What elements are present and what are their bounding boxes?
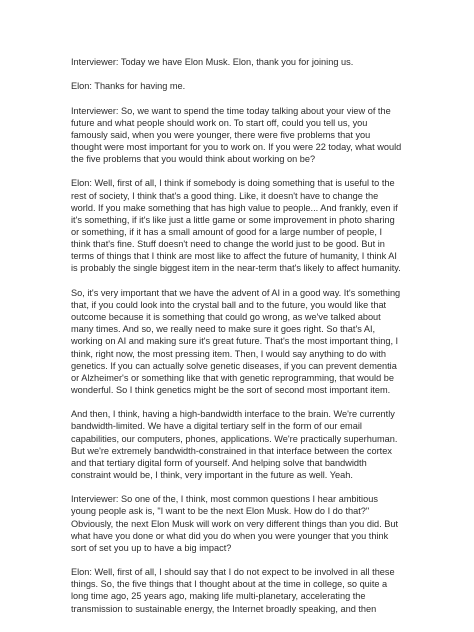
paragraph-question-five-problems <box>71 105 406 166</box>
text-line: capabilities, our computers, phones, applications. We're practically superhuman. <box>71 433 398 444</box>
text-line: thought were most important for you to work on. If you were 22 today, what would <box>71 141 402 152</box>
text-line: think that's fine. Stuff doesn't need to change the world just to be good. But in <box>71 239 385 250</box>
text-line: many times. And so, we really need to make sure it goes right. So that's AI, <box>71 324 376 335</box>
text-line: terms of things that I think are most like to affect the future of humanity, I think AI <box>71 251 397 262</box>
text-line: young people ask is, "I want to be the next Elon Musk. How do I do that?" <box>71 506 370 517</box>
text-line: rest of society, I think that's a good thing. Like, it doesn't have to change the <box>71 190 379 201</box>
text-line: is probably the single biggest item in the near-term that's likely to affect humanity. <box>71 263 401 274</box>
text-line: famously said, when you were younger, there were five problems that you <box>71 129 371 140</box>
text-line: future and what people should work on. To start off, could you tell us, you <box>71 117 368 128</box>
paragraph-elon-thanks <box>71 80 406 92</box>
paragraph-question-next-musk <box>71 493 406 554</box>
text-line: that, if you could look into the crystal ball and to the future, you would like that <box>71 299 387 310</box>
text-line: working on AI and making sure it's great future. That's the most important thing, I <box>71 336 399 347</box>
text-line: constraint would be, I think, very important in the future as well. Yeah. <box>71 470 353 480</box>
paragraph-brain-interface <box>71 408 406 481</box>
text-line: it's something, if it's like just a little game or some improvement in photo sharing <box>71 214 395 225</box>
paragraph-answer-useful <box>71 177 406 274</box>
text-line: long time ago, 25 years ago, making life multi-planetary, accelerating the <box>71 591 366 602</box>
text-line: But we're extremely bandwidth-constrained in that interface between the cortex <box>71 445 392 456</box>
text-line: sort of set you up to have a big impact? <box>71 542 232 553</box>
text-line: or something, if it has a small amount of good for a large number of people, I <box>71 227 383 237</box>
text-line: genetics. If you can actually solve genetic diseases, if you can prevent dementia <box>71 360 397 371</box>
paragraph-intro <box>71 56 406 68</box>
text-line: the five problems that you would think about working on be? <box>71 154 316 165</box>
transcript-body <box>71 56 406 627</box>
text-line: think, right now, the most pressing item. Then, I would say anything to do with <box>71 348 386 359</box>
text-line: Interviewer: So, we want to spend the time today talking about your view of the <box>71 105 391 116</box>
text-line: outcome because it is something that could go wrong, as we've talked about <box>71 312 381 323</box>
text-line: and that tertiary digital form of yourself. And helping solve that bandwidth <box>71 457 367 468</box>
text-line: Interviewer: Today we have Elon Musk. Elon, thank you for joining us. <box>71 57 354 67</box>
text-line: Elon: Thanks for having me. <box>71 81 186 92</box>
text-line: things. So, the five things that I thought about at the time in college, so quite a <box>71 579 388 590</box>
text-line: wonderful. So I think genetics might be the sort of second most important item. <box>71 384 391 395</box>
text-line: what have you done or what did you do when you were younger that you think <box>71 530 389 541</box>
text-line: Obviously, the next Elon Musk will work on very different things than you did. But <box>71 518 398 529</box>
text-line: Elon: Well, first of all, I think if somebody is doing something that is useful to the <box>71 178 395 189</box>
text-line: or Alzheimer's or something like that with genetic reprogramming, that would be <box>71 372 394 383</box>
paragraph-answer-five-things <box>71 566 406 615</box>
text-line: Elon: Well, first of all, I should say that I do not expect to be involved in all these <box>71 567 395 578</box>
text-line: And then, I think, having a high-bandwidth interface to the brain. We're currently <box>71 409 395 420</box>
text-line: world. If you make something that has high value to people... And frankly, even if <box>71 202 398 213</box>
text-line: transmission to sustainable energy, the Internet broadly speaking, and then <box>71 603 377 614</box>
text-line: Interviewer: So one of the, I think, most common questions I hear ambitious <box>71 494 378 505</box>
text-line: bandwidth-limited. We have a digital tertiary self in the form of our email <box>71 421 362 432</box>
text-line: So, it's very important that we have the advent of AI in a good way. It's something <box>71 287 401 298</box>
paragraph-ai-genetics <box>71 287 406 396</box>
